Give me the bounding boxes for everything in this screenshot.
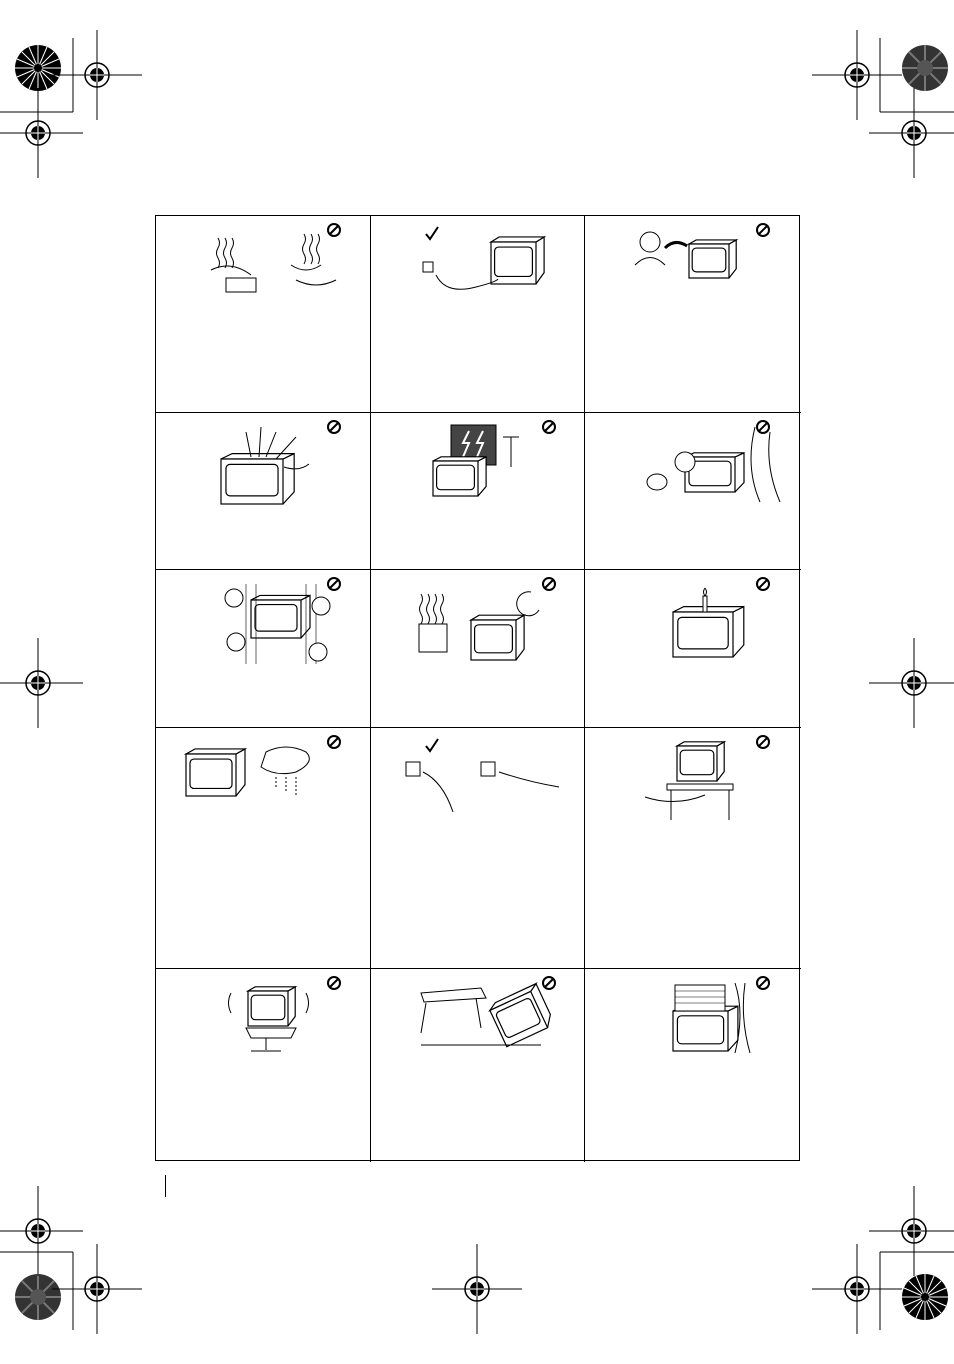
prohibited-icon — [328, 421, 340, 433]
prohibited-icon — [543, 578, 555, 590]
sparks-rear-icon — [156, 413, 371, 523]
safety-cell-r4c3 — [585, 728, 801, 969]
check-icon — [426, 739, 438, 751]
objects-on-tv-icon — [585, 969, 801, 1079]
prohibited-icon — [757, 736, 769, 748]
safety-cell-r3c1 — [156, 570, 371, 728]
wet-cloth-cleaning-icon — [156, 728, 371, 838]
cord-under-stand-icon — [585, 728, 801, 838]
safety-cell-r5c3 — [585, 969, 801, 1162]
plug-in-tv-icon — [371, 216, 585, 326]
safety-cell-r1c3 — [585, 216, 801, 413]
safety-cell-r4c1 — [156, 728, 371, 969]
lightning-storm-icon — [371, 413, 585, 523]
safety-cell-r2c3 — [585, 413, 801, 570]
heater-sunlight-icon — [371, 570, 585, 680]
safety-cell-r1c2 — [371, 216, 585, 413]
safety-cell-r4c2 — [371, 728, 585, 969]
prohibited-icon — [757, 977, 769, 989]
safety-cell-r5c1 — [156, 969, 371, 1162]
safety-cell-r3c2 — [371, 570, 585, 728]
prohibited-icon — [757, 578, 769, 590]
candle-on-tv-icon — [585, 570, 801, 680]
dust-smoke-icon — [156, 570, 371, 680]
unstable-surface-icon — [156, 969, 371, 1079]
safety-cell-r3c3 — [585, 570, 801, 728]
prohibited-icon — [757, 421, 769, 433]
prohibited-icon — [328, 736, 340, 748]
prohibited-icon — [757, 224, 769, 236]
check-icon — [426, 227, 438, 239]
page-edge-mark — [165, 1175, 166, 1197]
falling-tv-icon — [371, 969, 585, 1079]
prohibited-icon — [328, 977, 340, 989]
prohibited-icon — [328, 578, 340, 590]
prohibited-icon — [543, 421, 555, 433]
plug-handling-icon — [371, 728, 585, 838]
overheated-outlet-icon — [156, 216, 371, 326]
prohibited-icon — [543, 977, 555, 989]
service-technician-icon — [585, 216, 801, 326]
safety-cell-r5c2 — [371, 969, 585, 1162]
safety-cell-r1c1 — [156, 216, 371, 413]
steam-moisture-icon — [585, 413, 801, 523]
safety-cell-r2c2 — [371, 413, 585, 570]
safety-cell-r2c1 — [156, 413, 371, 570]
prohibited-icon — [328, 224, 340, 236]
safety-grid — [155, 215, 800, 1161]
